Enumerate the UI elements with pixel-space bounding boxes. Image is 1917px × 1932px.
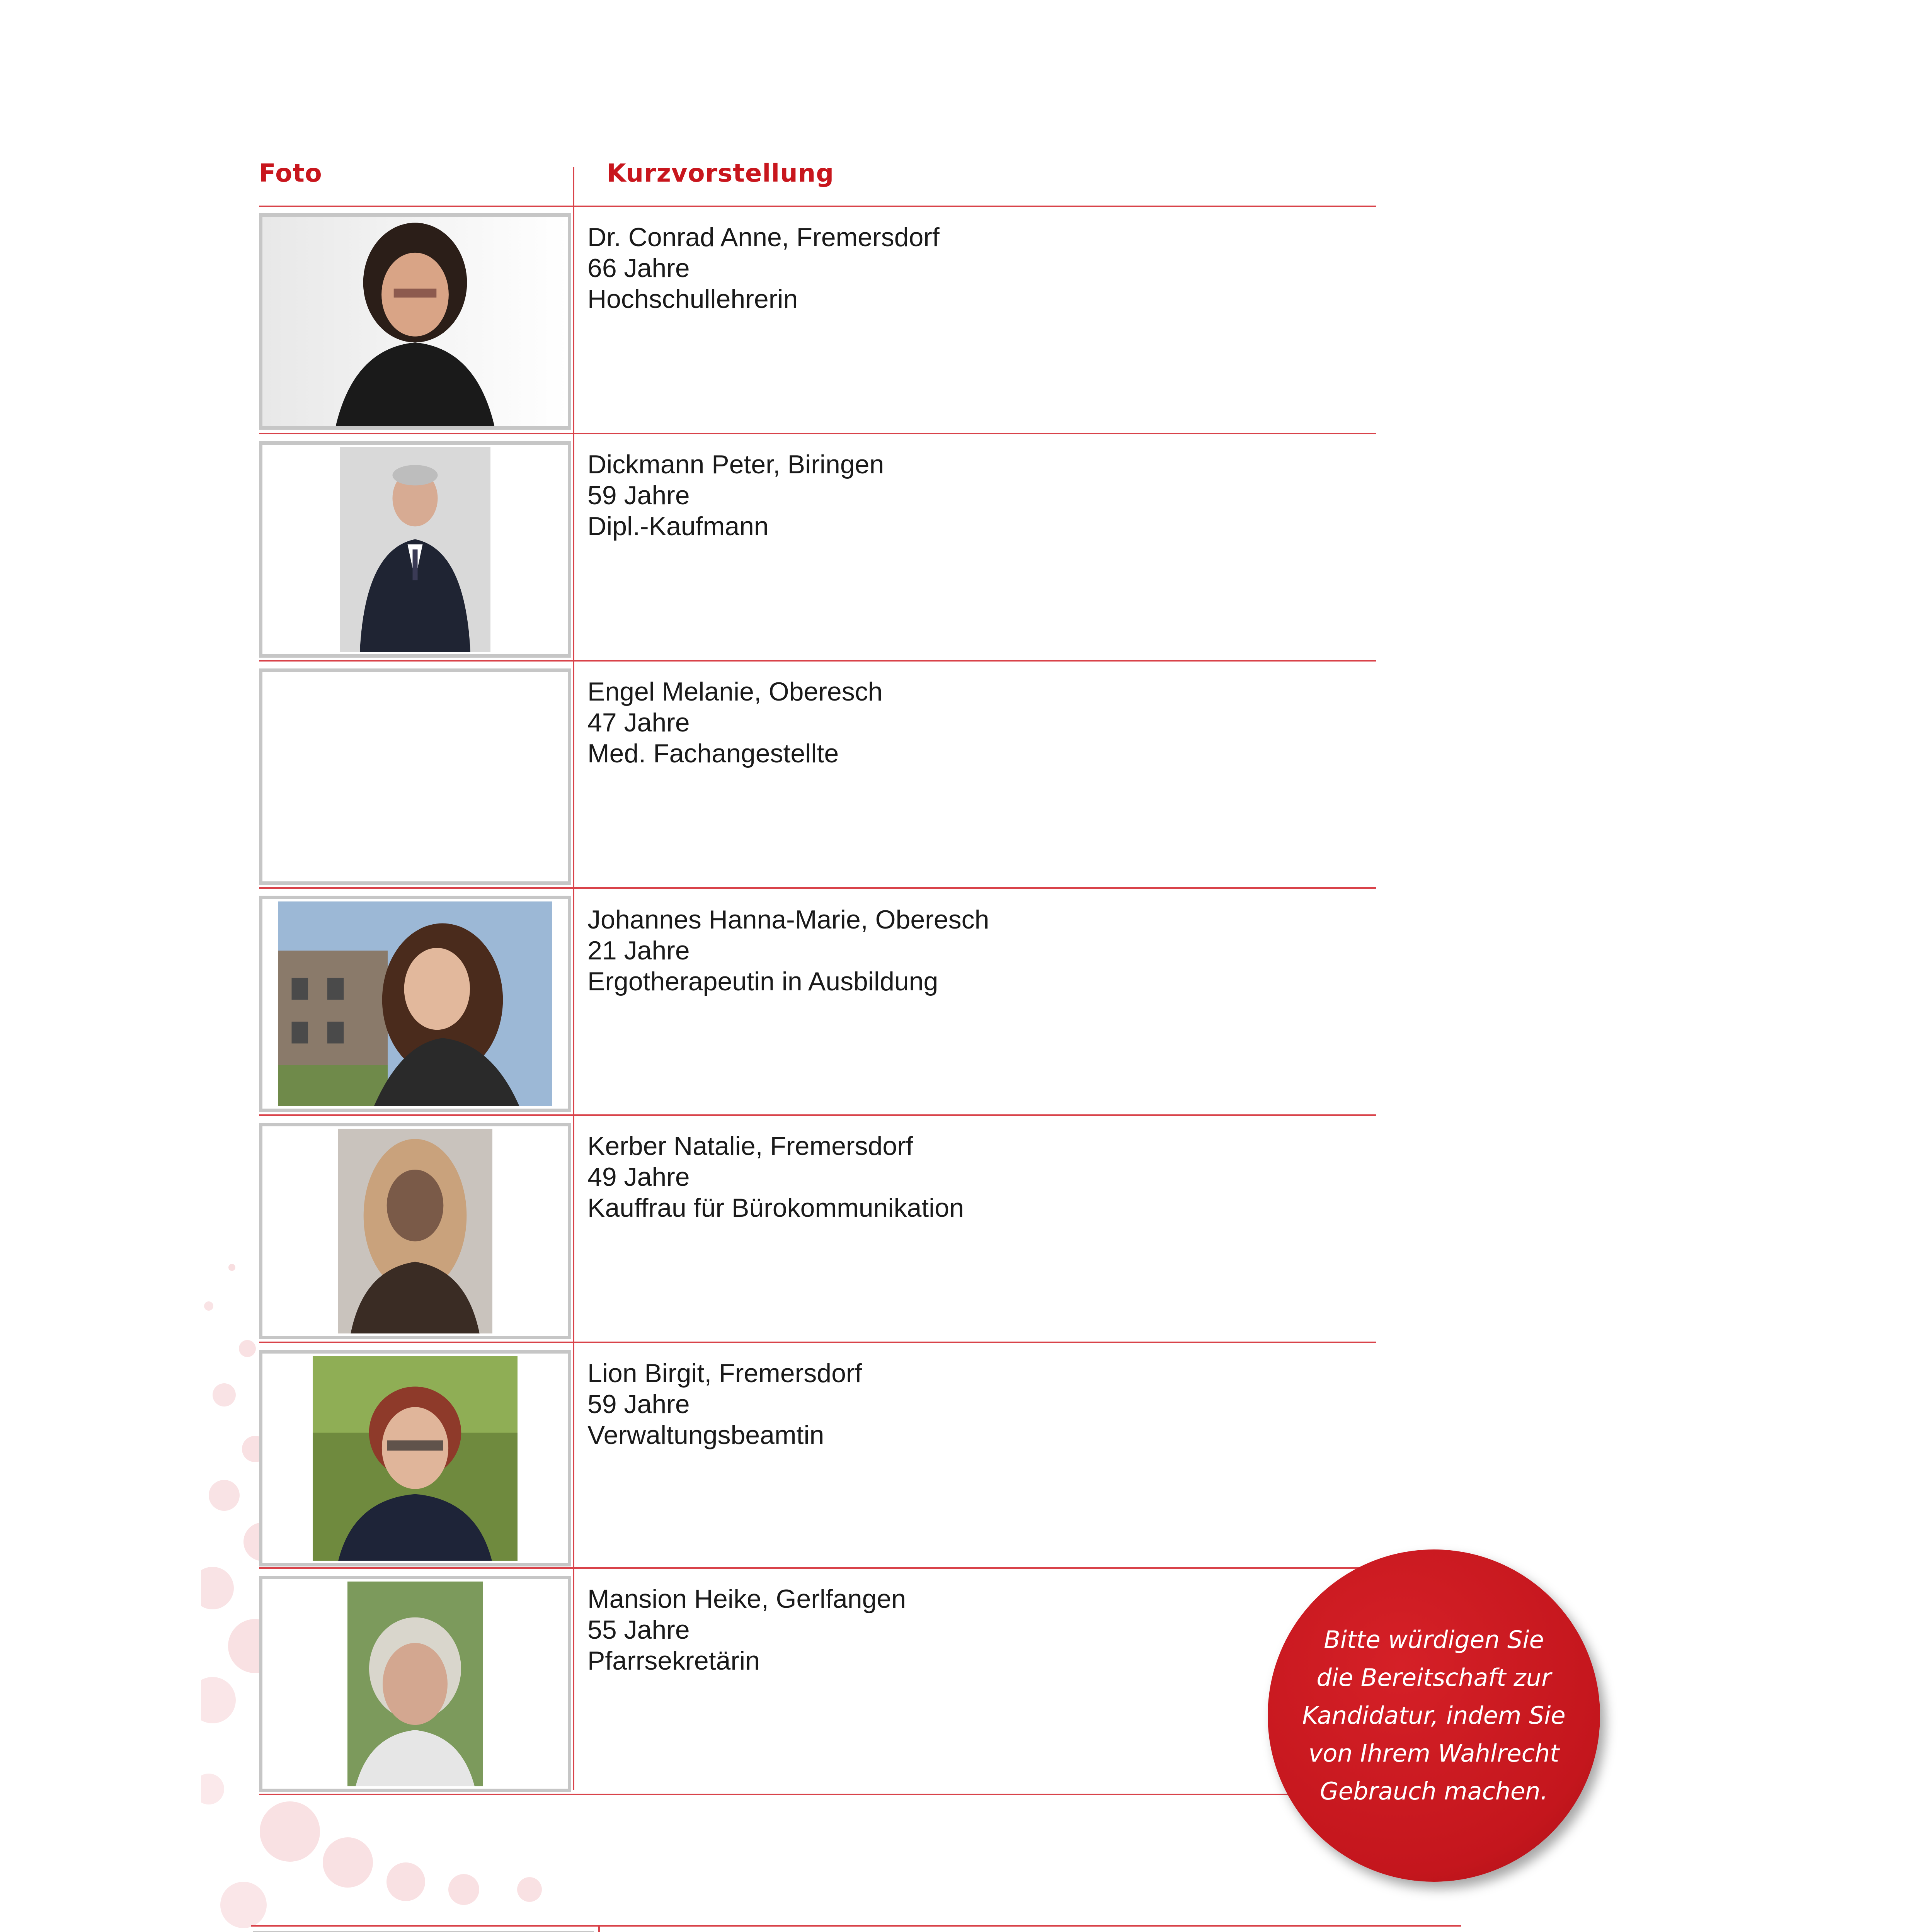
- candidate-photo: [262, 217, 568, 426]
- candidate-photo: [313, 1356, 518, 1561]
- row-rule: [259, 887, 1376, 889]
- candidate-photo-frame: [259, 1123, 571, 1339]
- column-header-kurzvorstellung: Kurzvorstellung: [607, 159, 834, 188]
- candidate-info: [587, 1583, 906, 1676]
- candidate-photo-frame: [259, 441, 571, 658]
- candidate-photo-frame: [259, 213, 571, 430]
- row-rule: [251, 1925, 1461, 1927]
- candidate-name: Mansion Heike, Gerlfangen: [587, 1584, 906, 1614]
- badge-line: Bitte würdigen Sie: [1324, 1626, 1544, 1654]
- candidate-profession: Hochschullehrerin: [587, 284, 798, 314]
- candidate-info: [587, 222, 940, 315]
- candidate-name: Dickmann Peter, Biringen: [587, 450, 884, 479]
- candidate-photo-frame: [259, 1350, 571, 1566]
- candidate-age: 47 Jahre: [587, 708, 690, 737]
- candidate-name: Johannes Hanna-Marie, Oberesch: [587, 905, 989, 934]
- badge-line: Kandidatur, indem Sie: [1302, 1701, 1566, 1730]
- candidate-info: [587, 676, 883, 769]
- candidate-profession: Verwaltungsbeamtin: [587, 1420, 824, 1450]
- column-divider: [573, 167, 574, 1790]
- candidate-info: [587, 449, 884, 542]
- row-rule: [259, 660, 1376, 662]
- badge-line: Gebrauch machen.: [1319, 1777, 1548, 1805]
- row-rule: [259, 433, 1376, 434]
- badge-line: von Ihrem Wahlrecht: [1308, 1739, 1559, 1767]
- candidate-age: 21 Jahre: [587, 936, 690, 965]
- candidate-photo: [340, 447, 490, 652]
- candidate-photo: [347, 1582, 483, 1786]
- row-rule: [259, 1114, 1376, 1116]
- candidate-age: 59 Jahre: [587, 481, 690, 510]
- candidate-name: Lion Birgit, Fremersdorf: [587, 1359, 862, 1388]
- row-rule: [259, 1567, 1376, 1569]
- candidate-photo-frame: [259, 1576, 571, 1792]
- row-rule: [259, 1342, 1376, 1343]
- candidate-profession: Ergotherapeutin in Ausbildung: [587, 967, 938, 996]
- candidate-age: 55 Jahre: [587, 1615, 690, 1645]
- candidate-info: [587, 1358, 862, 1451]
- candidate-profession: Pfarrsekretärin: [587, 1646, 760, 1675]
- badge-line: die Bereitschaft zur: [1316, 1663, 1551, 1692]
- candidate-name: Dr. Conrad Anne, Fremersdorf: [587, 223, 940, 252]
- candidate-name: Engel Melanie, Oberesch: [587, 677, 883, 706]
- candidate-photo: [278, 901, 552, 1106]
- candidate-photo: [338, 1129, 492, 1333]
- column-header-foto: Foto: [259, 159, 322, 188]
- candidate-age: 66 Jahre: [587, 253, 690, 283]
- candidate-age: 59 Jahre: [587, 1389, 690, 1419]
- row-rule: [259, 1794, 1376, 1795]
- candidate-age: 49 Jahre: [587, 1162, 690, 1192]
- candidate-profession: Kauffrau für Bürokommunikation: [587, 1193, 964, 1223]
- candidate-profession: Dipl.-Kaufmann: [587, 512, 769, 541]
- candidate-info: [587, 904, 989, 997]
- voting-appeal-text: [1295, 1621, 1573, 1810]
- candidate-info: [587, 1131, 964, 1223]
- candidate-photo-frame: [259, 896, 571, 1112]
- header-rule: [259, 206, 1376, 207]
- candidate-photo-frame-empty: [259, 668, 571, 885]
- candidate-profession: Med. Fachangestellte: [587, 739, 839, 768]
- voting-appeal-badge: [1268, 1549, 1600, 1882]
- candidate-name: Kerber Natalie, Fremersdorf: [587, 1131, 913, 1161]
